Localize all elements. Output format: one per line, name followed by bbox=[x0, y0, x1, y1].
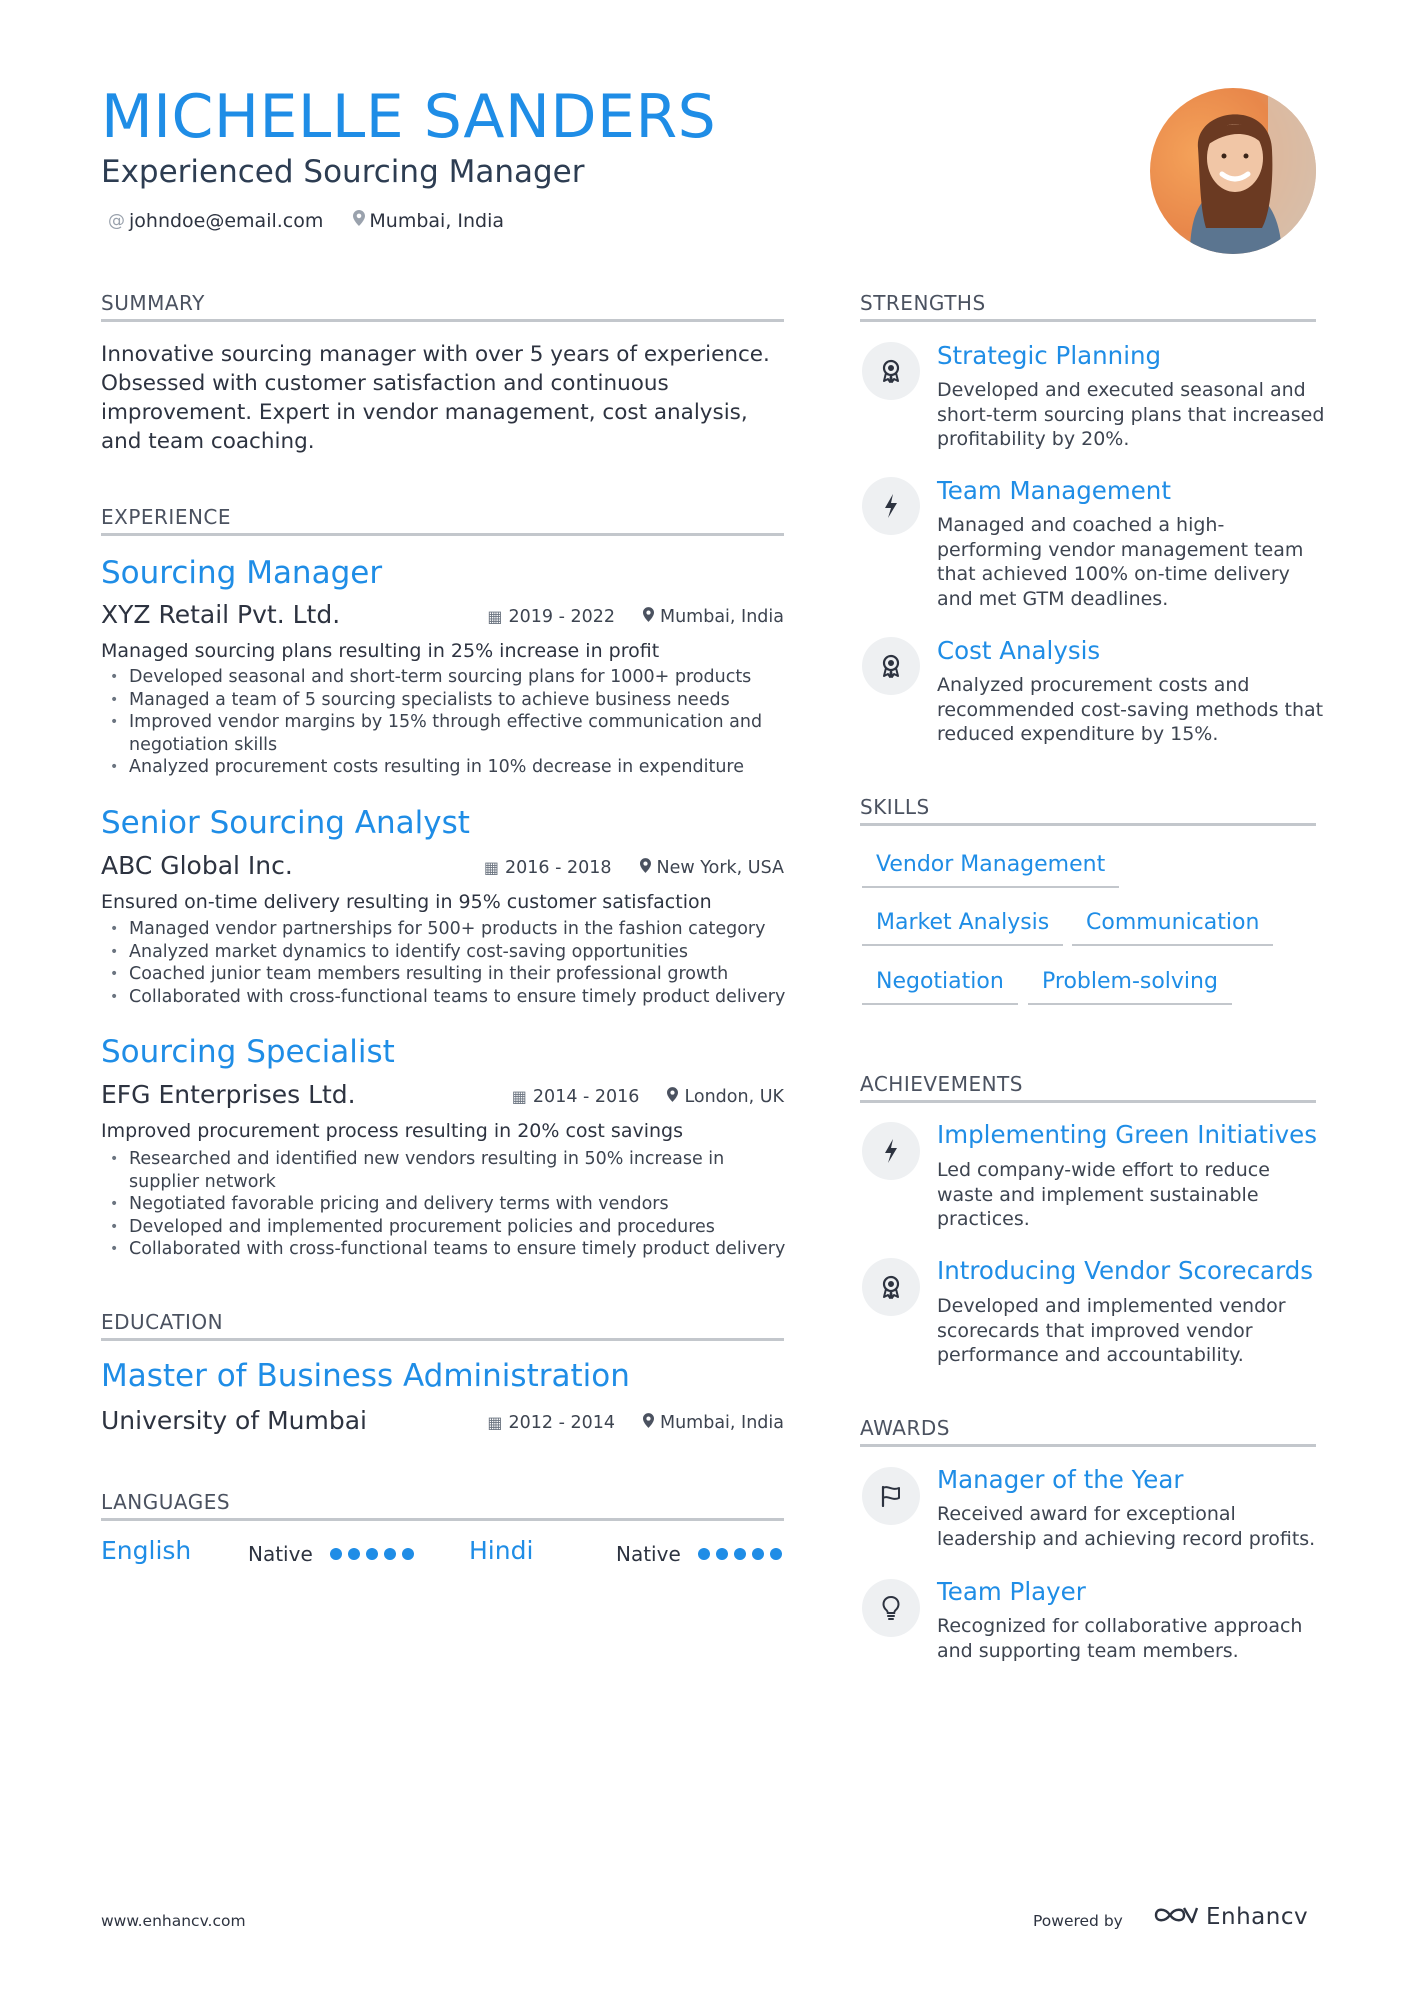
brand-logo[interactable] bbox=[1152, 1902, 1308, 1932]
list-item: • Researched and identified new vendors resulting in 50% increase in supplier network bbox=[101, 1148, 791, 1193]
job-dates bbox=[484, 856, 612, 880]
company-name: XYZ Retail Pvt. Ltd. bbox=[101, 600, 341, 629]
language-name: Hindi bbox=[469, 1536, 534, 1565]
summary-heading: SUMMARY bbox=[101, 290, 784, 322]
strength-title: Cost Analysis bbox=[937, 636, 1101, 665]
job-dates-text: 2014 - 2016 bbox=[532, 1087, 640, 1107]
list-item: • Collaborated with cross-functional teams to ensure timely product delivery bbox=[101, 986, 791, 1009]
proficiency-dot bbox=[366, 1548, 378, 1560]
calendar-icon: ▦ bbox=[487, 607, 503, 626]
education-meta bbox=[487, 1411, 784, 1435]
powered-by-label: Powered by bbox=[1033, 1912, 1123, 1930]
enhancv-logo-icon bbox=[1152, 1903, 1198, 1931]
list-item: • Managed a team of 5 sourcing specialists to achieve business needs bbox=[101, 689, 791, 712]
job-title: Senior Sourcing Analyst bbox=[101, 805, 470, 841]
job-location-text: New York, USA bbox=[656, 858, 784, 878]
education-heading: EDUCATION bbox=[101, 1309, 784, 1341]
skill-tag: Vendor Management bbox=[862, 850, 1119, 888]
language-level: Native bbox=[616, 1542, 681, 1566]
strength-title: Team Management bbox=[937, 476, 1171, 505]
location-pin-icon bbox=[643, 1411, 654, 1435]
at-icon: @ bbox=[108, 211, 125, 231]
job-description: Ensured on-time delivery resulting in 95% customer satisfaction bbox=[101, 891, 712, 913]
summary-text: Innovative sourcing manager with over 5 years of experience. Obsessed with customer satisfaction and continuous improvement. Expert in vendor management, cost analysis, and team coaching. bbox=[101, 342, 770, 454]
email-text: johndoe@email.com bbox=[129, 210, 324, 232]
award-icon bbox=[862, 342, 920, 400]
job-location-text: London, UK bbox=[684, 1087, 784, 1107]
skill-tag: Problem-solving bbox=[1028, 967, 1232, 1005]
list-item: • Coached junior team members resulting in their professional growth bbox=[101, 963, 791, 986]
achievement-title: Introducing Vendor Scorecards bbox=[937, 1256, 1314, 1285]
school-name: University of Mumbai bbox=[101, 1406, 368, 1435]
language-level: Native bbox=[248, 1542, 313, 1566]
award-title: Team Player bbox=[937, 1577, 1086, 1606]
contact-info bbox=[108, 208, 504, 234]
list-item: • Collaborated with cross-functional teams to ensure timely product delivery bbox=[101, 1238, 791, 1261]
candidate-title: Experienced Sourcing Manager bbox=[101, 154, 585, 190]
location-item bbox=[353, 208, 504, 234]
list-item: • Developed seasonal and short-term sourcing plans for 1000+ products bbox=[101, 666, 791, 689]
language-proficiency-dots bbox=[330, 1548, 414, 1560]
education-dates bbox=[487, 1411, 615, 1435]
award-description: Received award for exceptional leadership and achieving record profits. bbox=[937, 1503, 1316, 1550]
list-item: • Negotiated favorable pricing and delivery terms with vendors bbox=[101, 1193, 791, 1216]
proficiency-dot bbox=[348, 1548, 360, 1560]
list-item: • Analyzed procurement costs resulting in 10% decrease in expenditure bbox=[101, 756, 791, 779]
strength-description: Developed and executed seasonal and short-term sourcing plans that increased profitability by 20%. bbox=[937, 379, 1325, 450]
achievement-description: Developed and implemented vendor scorecards that improved vendor performance and accountability. bbox=[937, 1295, 1286, 1366]
strength-description: Managed and coached a high-performing vendor management team that achieved 100% on-time delivery and met GTM deadlines. bbox=[937, 514, 1304, 610]
job-dates bbox=[512, 1085, 640, 1109]
company-name: ABC Global Inc. bbox=[101, 851, 293, 880]
job-meta bbox=[487, 605, 784, 629]
job-dates-text: 2019 - 2022 bbox=[508, 607, 615, 627]
proficiency-dot bbox=[384, 1548, 396, 1560]
degree-title: Master of Business Administration bbox=[101, 1358, 630, 1394]
job-description: Managed sourcing plans resulting in 25% increase in profit bbox=[101, 640, 660, 662]
proficiency-dot bbox=[716, 1548, 728, 1560]
award-icon bbox=[862, 1258, 920, 1316]
list-item: • Developed and implemented procurement policies and procedures bbox=[101, 1216, 791, 1239]
language-item bbox=[469, 1535, 533, 1567]
profile-photo bbox=[1150, 88, 1316, 254]
proficiency-dot bbox=[330, 1548, 342, 1560]
proficiency-dot bbox=[752, 1548, 764, 1560]
lightning-icon bbox=[862, 477, 920, 535]
award-icon bbox=[862, 637, 920, 695]
location-pin-icon bbox=[643, 605, 654, 629]
job-description: Improved procurement process resulting in 20% cost savings bbox=[101, 1120, 683, 1142]
footer-website-link[interactable]: www.enhancv.com bbox=[101, 1912, 246, 1930]
education-dates-text: 2012 - 2014 bbox=[508, 1413, 615, 1433]
language-name: English bbox=[101, 1536, 192, 1565]
location-pin-icon bbox=[640, 856, 651, 880]
calendar-icon: ▦ bbox=[487, 1413, 503, 1432]
award-description: Recognized for collaborative approach and supporting team members. bbox=[937, 1615, 1303, 1662]
email-item[interactable] bbox=[108, 208, 323, 234]
job-location bbox=[643, 605, 784, 629]
job-bullets bbox=[101, 666, 791, 779]
job-title: Sourcing Manager bbox=[101, 555, 383, 591]
languages-heading: LANGUAGES bbox=[101, 1489, 784, 1521]
list-item: • Analyzed market dynamics to identify cost-saving opportunities bbox=[101, 941, 791, 964]
language-proficiency-dots bbox=[698, 1548, 782, 1560]
achievement-description: Led company-wide effort to reduce waste and implement sustainable practices. bbox=[937, 1159, 1270, 1230]
job-bullets bbox=[101, 918, 791, 1008]
flag-icon bbox=[862, 1467, 920, 1525]
experience-heading: EXPERIENCE bbox=[101, 504, 784, 536]
job-meta bbox=[484, 856, 784, 880]
location-pin-icon bbox=[667, 1085, 678, 1109]
award-title: Manager of the Year bbox=[937, 1465, 1184, 1494]
location-text: Mumbai, India bbox=[369, 210, 505, 232]
company-name: EFG Enterprises Ltd. bbox=[101, 1080, 356, 1109]
proficiency-dot bbox=[698, 1548, 710, 1560]
brand-name: Enhancv bbox=[1206, 1904, 1309, 1930]
job-title: Sourcing Specialist bbox=[101, 1034, 395, 1070]
job-location bbox=[667, 1085, 784, 1109]
skill-tag: Market Analysis bbox=[862, 908, 1063, 946]
job-location-text: Mumbai, India bbox=[659, 607, 784, 627]
calendar-icon: ▦ bbox=[511, 1087, 527, 1106]
candidate-name: MICHELLE SANDERS bbox=[101, 82, 717, 152]
job-location bbox=[640, 856, 784, 880]
awards-heading: AWARDS bbox=[860, 1415, 1316, 1447]
lightbulb-icon bbox=[862, 1579, 920, 1637]
job-meta bbox=[512, 1085, 784, 1109]
strength-title: Strategic Planning bbox=[937, 341, 1162, 370]
skills-heading: SKILLS bbox=[860, 794, 1316, 826]
job-bullets bbox=[101, 1148, 791, 1261]
skill-tag: Negotiation bbox=[862, 967, 1018, 1005]
achievements-heading: ACHIEVEMENTS bbox=[860, 1071, 1316, 1103]
strength-description: Analyzed procurement costs and recommended cost-saving methods that reduced expenditure by 15%. bbox=[937, 674, 1324, 745]
job-dates-text: 2016 - 2018 bbox=[505, 858, 612, 878]
lightning-icon bbox=[862, 1122, 920, 1180]
proficiency-dot bbox=[770, 1548, 782, 1560]
calendar-icon: ▦ bbox=[483, 858, 499, 877]
location-pin-icon bbox=[353, 208, 365, 234]
skill-tag: Communication bbox=[1072, 908, 1273, 946]
strengths-heading: STRENGTHS bbox=[860, 290, 1316, 322]
proficiency-dot bbox=[402, 1548, 414, 1560]
education-location bbox=[643, 1411, 784, 1435]
list-item: • Improved vendor margins by 15% through effective communication and negotiation skills bbox=[101, 711, 791, 756]
proficiency-dot bbox=[734, 1548, 746, 1560]
achievement-title: Implementing Green Initiatives bbox=[937, 1120, 1317, 1149]
list-item: • Managed vendor partnerships for 500+ products in the fashion category bbox=[101, 918, 791, 941]
job-dates bbox=[487, 605, 615, 629]
education-location-text: Mumbai, India bbox=[659, 1413, 784, 1433]
language-item bbox=[101, 1535, 191, 1567]
